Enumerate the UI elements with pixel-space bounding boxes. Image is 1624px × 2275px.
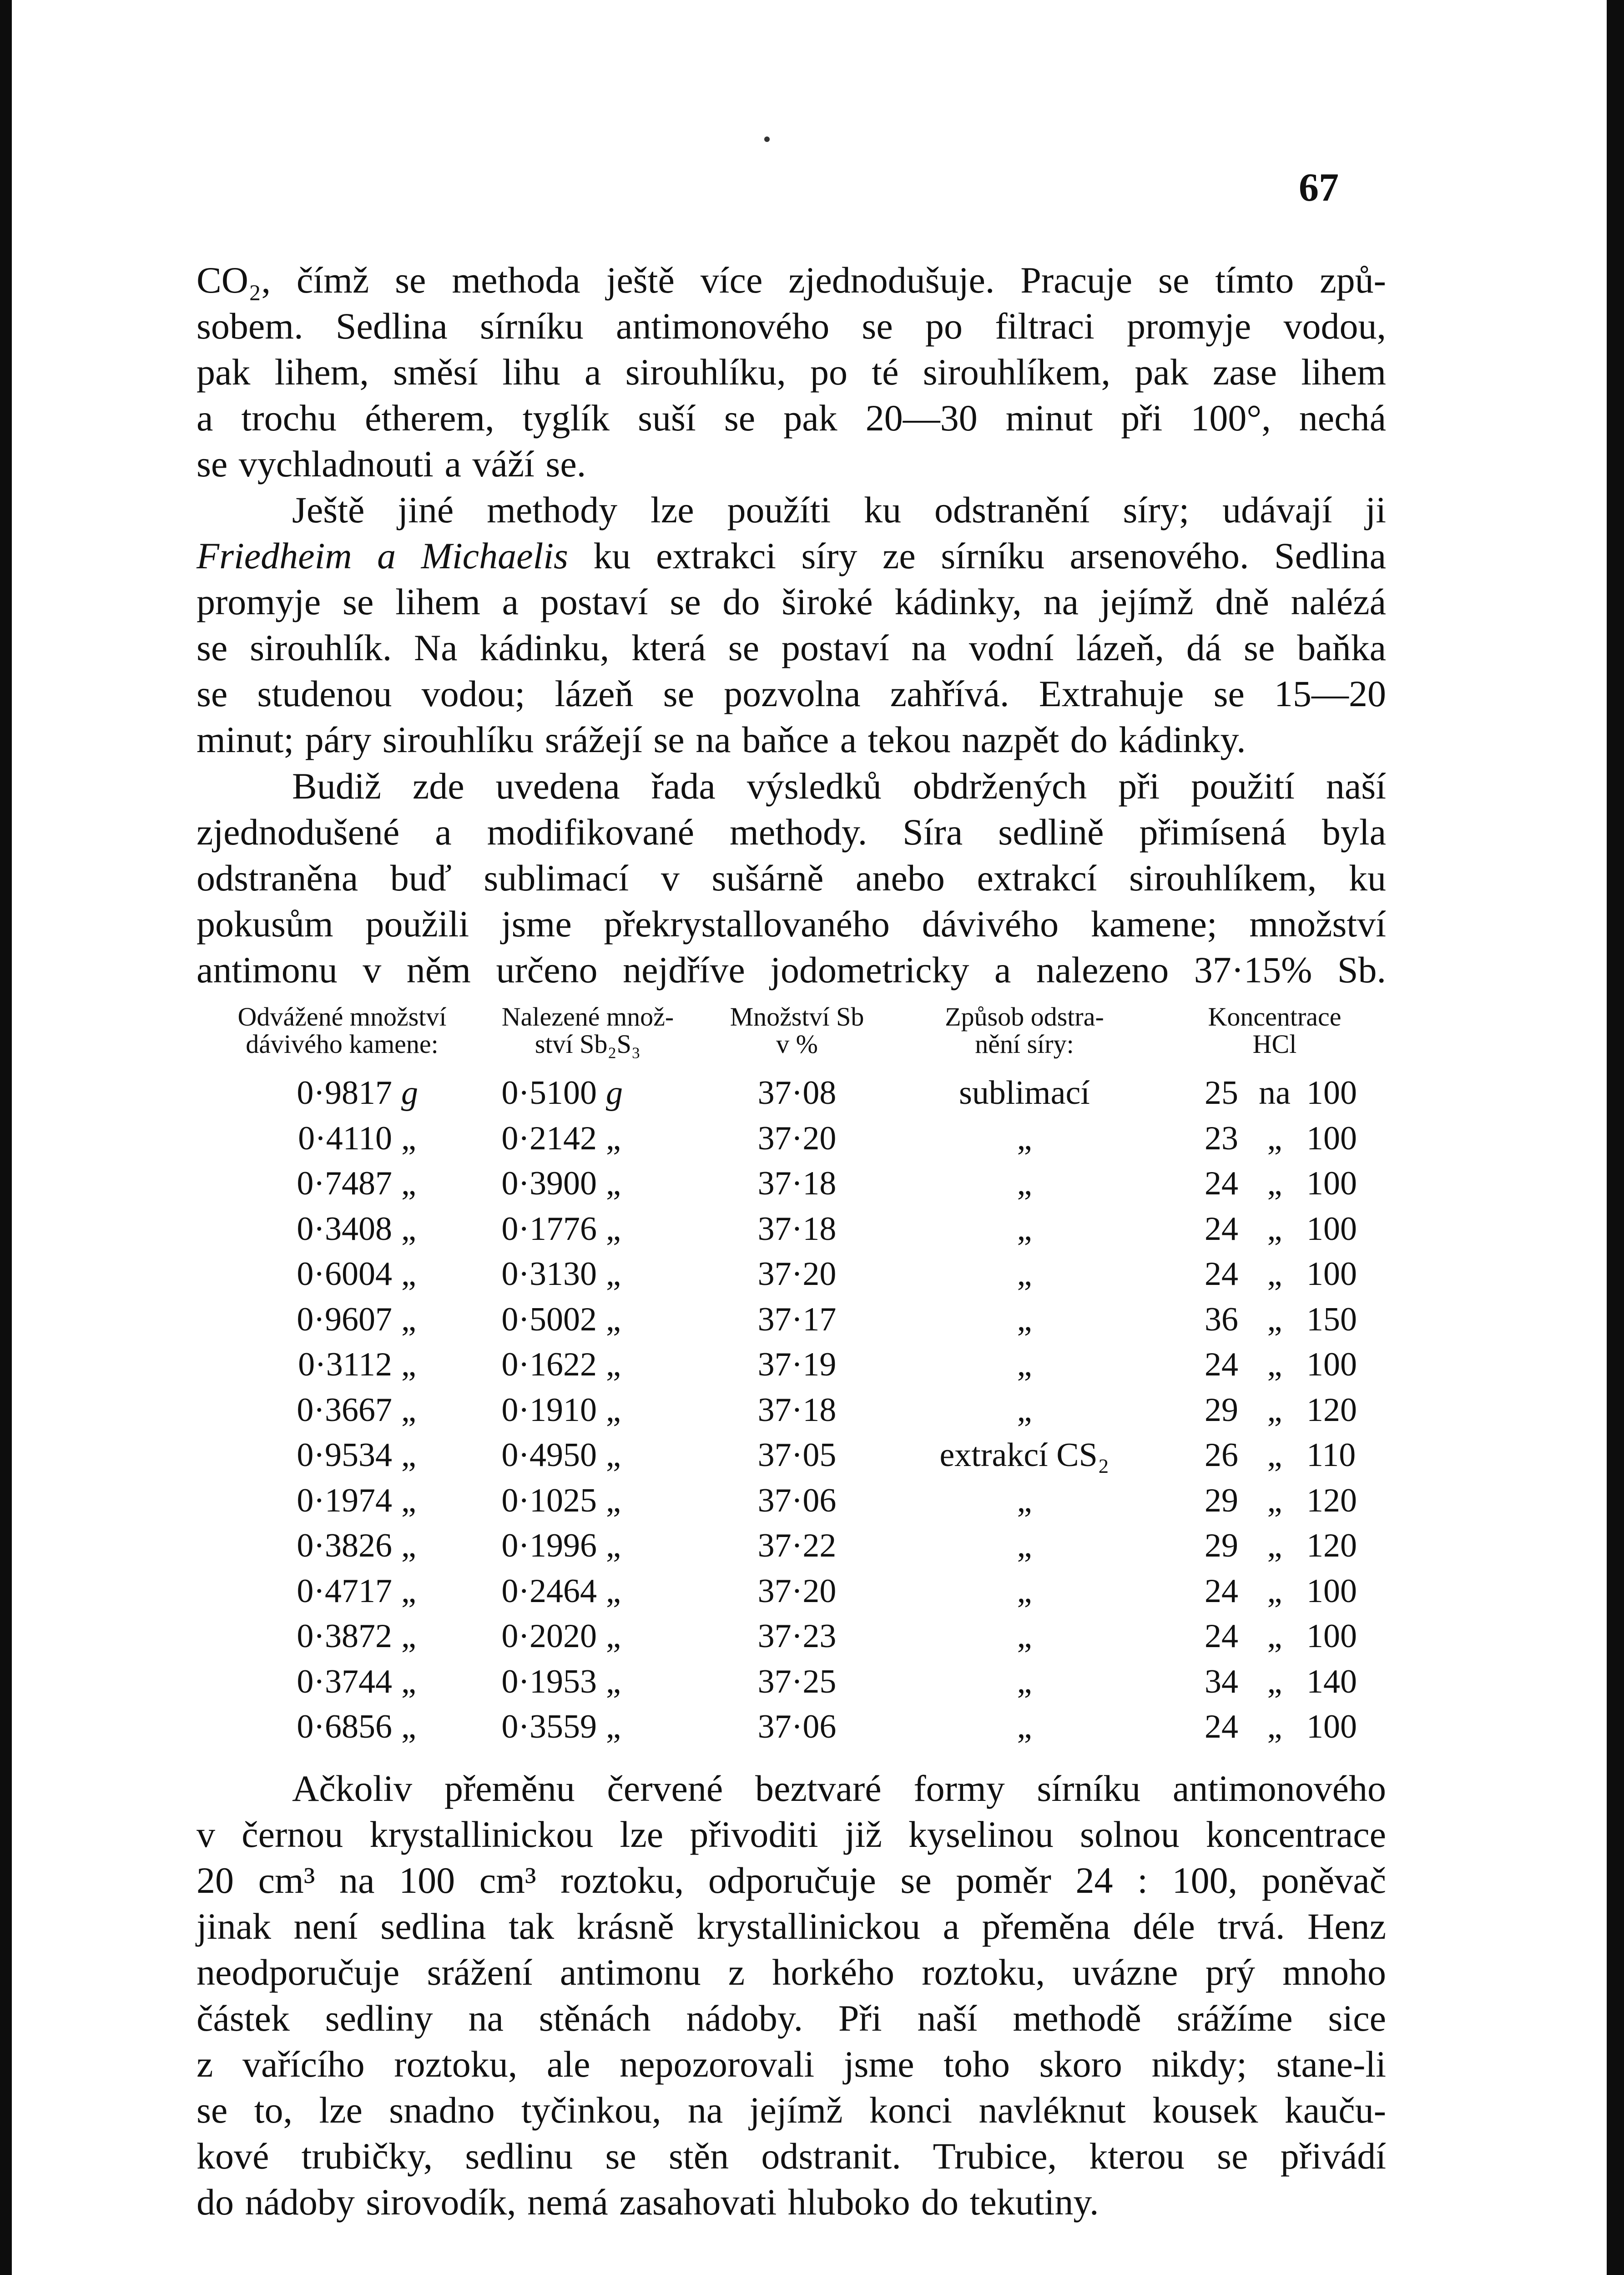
text-line: se sirouhlík. Na kádinku, která se postaví na vodní lázeň, dá se baňka	[197, 627, 1386, 668]
scan-border-left	[0, 0, 12, 2275]
table-cell: 100	[1306, 1618, 1357, 1655]
text-line: se studenou vodou; lázeň se pozvolna zahřívá. Extrahuje se 15—20	[197, 673, 1386, 714]
table-row	[197, 1572, 1388, 1618]
table-cell: „	[1017, 1165, 1032, 1202]
page-number: 67	[1299, 166, 1339, 210]
text-line: se to, lze snadno tyčinkou, na jejímž konci navléknut kousek kauču-	[197, 2089, 1386, 2131]
table-cell: 37·19	[757, 1346, 837, 1383]
table-cell: 0·3559	[501, 1708, 597, 1745]
table-cell: „	[1267, 1210, 1282, 1248]
table-cell: 0·1953	[501, 1663, 597, 1700]
table-cell: 0·5002	[501, 1300, 597, 1338]
table-row	[197, 1617, 1388, 1663]
table-cell: „	[606, 1436, 621, 1474]
table-cell: „	[606, 1481, 621, 1519]
table-cell: 0·9534	[297, 1436, 392, 1474]
table-cell: „	[606, 1391, 621, 1429]
table-cell: 0·6856	[297, 1708, 392, 1745]
table-cell: 29	[1205, 1391, 1238, 1429]
table-cell: 37·05	[757, 1436, 837, 1474]
table-cell: 100	[1306, 1074, 1357, 1112]
column-header	[1161, 1003, 1388, 1058]
header-line: Způsob odstra-	[945, 1002, 1104, 1031]
table-cell: „	[606, 1119, 621, 1157]
table-cell: 0·3900	[501, 1165, 597, 1202]
table-row	[197, 1345, 1388, 1391]
table-cell: 0·9817	[297, 1074, 392, 1112]
table-cell: „	[1017, 1708, 1032, 1745]
table-cell: „	[606, 1300, 621, 1338]
text-line: 20 cm³ na 100 cm³ roztoku, odporučuje se poměr 24 : 100, poněvač	[197, 1860, 1386, 1901]
table-cell: „	[606, 1663, 621, 1700]
table-row	[197, 1119, 1388, 1165]
speck	[764, 136, 770, 142]
table-cell: 37·06	[757, 1481, 837, 1519]
table-cell: „	[401, 1119, 416, 1157]
paragraph-2	[197, 487, 1386, 763]
table-cell: 37·08	[757, 1074, 837, 1112]
table-cell: „	[401, 1165, 416, 1202]
table-cell: 34	[1205, 1663, 1238, 1700]
table-cell: 0·4110	[298, 1119, 392, 1157]
header-line: Množství Sb	[730, 1002, 864, 1031]
table-cell: „	[1267, 1391, 1282, 1429]
text-run: ku extrakci síry ze sírníku arsenového. Sedlina	[568, 535, 1386, 576]
table-cell: „	[606, 1255, 621, 1293]
header-line: dávivého kamene:	[246, 1029, 439, 1059]
table-cell: 0·3112	[298, 1346, 392, 1383]
table-row	[197, 1527, 1388, 1572]
table-cell: „	[401, 1391, 416, 1429]
table-cell: „	[1017, 1481, 1032, 1519]
table-cell: „	[606, 1527, 621, 1564]
table-cell: 100	[1306, 1210, 1357, 1248]
table-cell: „	[1267, 1346, 1282, 1383]
table-cell: 37·18	[757, 1391, 837, 1429]
table-cell: 120	[1306, 1481, 1357, 1519]
table-cell: 0·3408	[297, 1210, 392, 1248]
table-cell: „	[1267, 1527, 1282, 1564]
table-cell: 37·18	[757, 1165, 837, 1202]
table-cell: 29	[1205, 1527, 1238, 1564]
table-cell: 37·22	[757, 1527, 837, 1564]
paragraph-1	[197, 257, 1386, 487]
table-cell: 24	[1205, 1165, 1238, 1202]
table-cell: 100	[1306, 1346, 1357, 1383]
table-row	[197, 1300, 1388, 1346]
table-cell: „	[1017, 1210, 1032, 1248]
table-cell: „	[1017, 1618, 1032, 1655]
table-cell: „	[401, 1527, 416, 1564]
table-cell: 23	[1205, 1119, 1238, 1157]
table-cell: 0·2464	[501, 1572, 597, 1610]
table-cell: 0·4717	[297, 1572, 392, 1610]
table-row	[197, 1481, 1388, 1527]
text-line: se vychladnouti a váží se.	[197, 443, 586, 485]
table-cell: 0·3872	[297, 1618, 392, 1655]
table-cell: 0·1974	[297, 1481, 392, 1519]
table-cell: „	[606, 1165, 621, 1202]
table-cell: 0·3130	[501, 1255, 597, 1293]
table-row	[197, 1708, 1388, 1753]
table-cell: 37·20	[757, 1255, 837, 1293]
text-line	[197, 533, 1386, 579]
paragraph-3	[197, 763, 1386, 993]
table-row	[197, 1436, 1388, 1481]
table-cell: „	[401, 1481, 416, 1519]
table-cell: 0·9607	[297, 1300, 392, 1338]
table-cell: „	[401, 1300, 416, 1338]
header-line: ství Sb₂S₃	[535, 1029, 641, 1059]
table-cell: „	[606, 1618, 621, 1655]
column-header	[469, 1003, 706, 1058]
table-cell: 24	[1205, 1708, 1238, 1745]
table-cell: 37·17	[757, 1300, 837, 1338]
text-line: a trochu étherem, tyglík suší se pak 20—30 minut při 100°, nechá	[197, 397, 1386, 439]
table-cell: 100	[1306, 1708, 1357, 1745]
table-cell: 36	[1205, 1300, 1238, 1338]
text-line: Ještě jiné methody lze použíti ku odstranění síry; udávají ji	[292, 489, 1386, 531]
text-line: kové trubičky, sedlinu se stěn odstranit. Trubice, kterou se přivádí	[197, 2135, 1386, 2177]
table-cell: 110	[1306, 1436, 1356, 1474]
table-cell: 0·2142	[501, 1119, 597, 1157]
table-cell: „	[401, 1708, 416, 1745]
table-cell: 37·23	[757, 1618, 837, 1655]
table-cell: „	[401, 1210, 416, 1248]
table-cell: 24	[1205, 1618, 1238, 1655]
author-names: Friedheim a Michaelis	[197, 535, 568, 576]
table-cell: 100	[1306, 1572, 1357, 1610]
table-cell: „	[1267, 1618, 1282, 1655]
header-line: v %	[776, 1029, 818, 1059]
table-cell: extrakcí CS₂	[939, 1436, 1110, 1474]
table-cell: „	[1017, 1663, 1032, 1700]
table-cell: 140	[1306, 1663, 1357, 1700]
text-line: neodporučuje srážení antimonu z horkého roztoku, uvázne prý mnoho	[197, 1951, 1386, 1993]
table-cell: „	[1017, 1527, 1032, 1564]
table-cell: 0·1776	[501, 1210, 597, 1248]
table-cell: 0·6004	[297, 1255, 392, 1293]
table-cell: 37·20	[757, 1572, 837, 1610]
table-cell: na	[1259, 1074, 1291, 1112]
text-line: pak lihem, směsí lihu a sirouhlíku, po té sirouhlíkem, pak zase lihem	[197, 351, 1386, 393]
table-cell: 120	[1306, 1391, 1357, 1429]
text-line: v černou krystallinickou lze přivoditi již kyselinou solnou koncentrace	[197, 1814, 1386, 1855]
table-cell: „	[1017, 1346, 1032, 1383]
table-cell: „	[1017, 1572, 1032, 1610]
text-line: zjednodušené a modifikované methody. Síra sedlině přimísená byla	[197, 811, 1386, 853]
table-cell: „	[1267, 1436, 1282, 1474]
table-cell: 0·1910	[501, 1391, 597, 1429]
text-line: Ačkoliv přeměnu červené beztvaré formy sírníku antimonového	[292, 1768, 1386, 1809]
table-cell: 0·3667	[297, 1391, 392, 1429]
table-cell: 0·3826	[297, 1527, 392, 1564]
table-cell: sublimací	[959, 1074, 1090, 1112]
table-cell: 24	[1205, 1210, 1238, 1248]
header-line: HCl	[1252, 1029, 1297, 1059]
table-cell: 100	[1306, 1165, 1357, 1202]
table-row	[197, 1210, 1388, 1255]
table-cell: „	[1267, 1165, 1282, 1202]
table-cell: „	[606, 1210, 621, 1248]
table-cell: 24	[1205, 1346, 1238, 1383]
table-cell: „	[401, 1663, 416, 1700]
column-header	[187, 1003, 497, 1058]
table-cell: 0·5100	[501, 1074, 597, 1112]
table-cell: „	[1267, 1572, 1282, 1610]
table-cell: „	[606, 1346, 621, 1383]
table-cell: 100	[1306, 1255, 1357, 1293]
table-cell: „	[401, 1572, 416, 1610]
text-line: CO₂, čímž se methoda ještě více zjednodušuje. Pracuje se tímto způ-	[197, 259, 1386, 301]
table-cell: 37·06	[757, 1708, 837, 1745]
table-cell: 0·1996	[501, 1527, 597, 1564]
table-cell: 29	[1205, 1481, 1238, 1519]
header-line: Koncentrace	[1208, 1002, 1342, 1031]
table-row	[197, 1074, 1388, 1119]
text-line: do nádoby sirovodík, nemá zasahovati hluboko do tekutiny.	[197, 2181, 1099, 2223]
table-cell: „	[1267, 1300, 1282, 1338]
table-cell: „	[1267, 1663, 1282, 1700]
column-header	[701, 1003, 893, 1058]
table-cell: 120	[1306, 1527, 1357, 1564]
text-line: částek sedliny na stěnách nádoby. Při naší methodě srážíme sice	[197, 1997, 1386, 2039]
table-cell: „	[1267, 1481, 1282, 1519]
table-cell: „	[1017, 1255, 1032, 1293]
table-cell: „	[401, 1255, 416, 1293]
table-cell: 0·2020	[501, 1618, 597, 1655]
column-header	[906, 1003, 1143, 1058]
table-row	[197, 1663, 1388, 1708]
text-line: minut; páry sirouhlíku srážejí se na baňce a tekou nazpět do kádinky.	[197, 719, 1246, 760]
table-cell: „	[1267, 1255, 1282, 1293]
table-cell: 100	[1306, 1119, 1357, 1157]
table-cell: 150	[1306, 1300, 1357, 1338]
table-cell: 0·7487	[297, 1165, 392, 1202]
text-line: Budiž zde uvedena řada výsledků obdržených při použití naší	[292, 765, 1386, 807]
text-line: promyje se lihem a postaví se do široké kádinky, na jejímž dně nalézá	[197, 581, 1386, 622]
table-cell: 24	[1205, 1255, 1238, 1293]
table-cell: 37·25	[757, 1663, 837, 1700]
table-cell: „	[1017, 1300, 1032, 1338]
table-cell: „	[1267, 1119, 1282, 1157]
table-cell: „	[1267, 1708, 1282, 1745]
table-cell: 0·4950	[501, 1436, 597, 1474]
header-line: Nalezené množ-	[501, 1002, 674, 1031]
table-row	[197, 1164, 1388, 1210]
scan-border-right	[1607, 0, 1624, 2275]
text-line: antimonu v něm určeno nejdříve jodometricky a nalezeno 37·15% Sb.	[197, 949, 1386, 991]
table-row	[197, 1391, 1388, 1436]
table-cell: 24	[1205, 1572, 1238, 1610]
table-cell: „	[606, 1572, 621, 1610]
table-cell: „	[1017, 1391, 1032, 1429]
table-cell: 0·1025	[501, 1481, 597, 1519]
table-row	[197, 1255, 1388, 1300]
table-cell: 37·20	[757, 1119, 837, 1157]
table-cell: g	[606, 1074, 623, 1112]
text-line: pokusům použili jsme překrystallovaného dávivého kamene; množství	[197, 903, 1386, 945]
table-cell: 0·1622	[501, 1346, 597, 1383]
table-cell: g	[401, 1074, 418, 1112]
table-cell: „	[401, 1618, 416, 1655]
text-line: z vařícího roztoku, ale nepozorovali jsme toho skoro nikdy; stane-li	[197, 2043, 1386, 2085]
table-cell: „	[1017, 1119, 1032, 1157]
header-line: nění síry:	[975, 1029, 1074, 1059]
table-cell: 25	[1205, 1074, 1238, 1112]
table-cell: „	[606, 1708, 621, 1745]
table-cell: 37·18	[757, 1210, 837, 1248]
header-line: Odvážené množství	[237, 1002, 447, 1031]
table-cell: 0·3744	[297, 1663, 392, 1700]
text-line: sobem. Sedlina sírníku antimonového se po filtraci promyje vodou,	[197, 305, 1386, 347]
paragraph-4	[197, 1765, 1386, 2225]
table-cell: 26	[1205, 1436, 1238, 1474]
table-cell: „	[401, 1436, 416, 1474]
text-line: odstraněna buď sublimací v sušárně anebo extrakcí sirouhlíkem, ku	[197, 857, 1386, 899]
table-cell: „	[401, 1346, 416, 1383]
text-line: jinak není sedlina tak krásně krystallinickou a přeměna déle trvá. Henz	[197, 1906, 1386, 1947]
